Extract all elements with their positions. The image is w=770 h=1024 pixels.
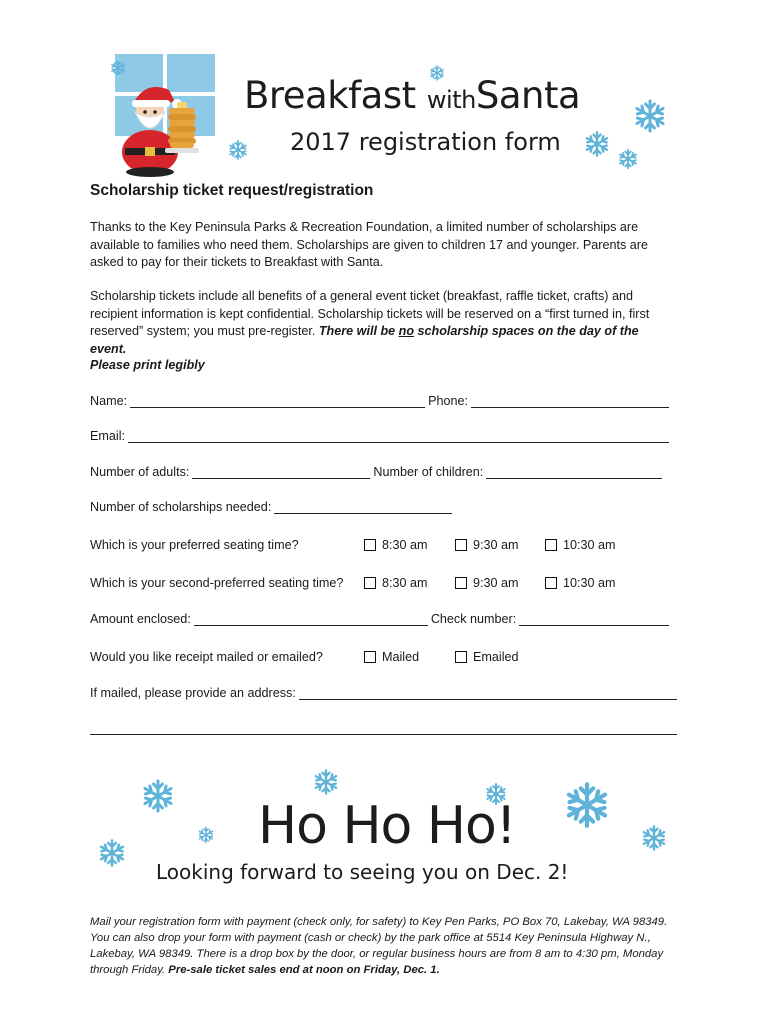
name-field[interactable]: [130, 393, 425, 408]
counts-row: [90, 464, 665, 479]
option-label: 9:30 am: [473, 538, 519, 552]
option-label: 10:30 am: [563, 576, 616, 590]
amount-row: [90, 611, 672, 626]
option-label: 9:30 am: [473, 576, 519, 590]
snowflake-icon: [312, 768, 340, 796]
print-note: Please print legibly: [90, 358, 205, 372]
amount-label: Amount enclosed:: [90, 612, 191, 626]
checkbox[interactable]: [455, 651, 467, 663]
checkbox[interactable]: [545, 577, 557, 589]
scholarships-label: Number of scholarships needed:: [90, 500, 272, 514]
check-field[interactable]: [519, 611, 669, 626]
option-label: Mailed: [382, 650, 420, 664]
option-label: 8:30 am: [382, 576, 428, 590]
title-santa: Santa: [475, 74, 581, 117]
snowflake-icon: [228, 140, 248, 160]
snowflake-icon: [640, 824, 668, 852]
intro-paragraph: Thanks to the Key Peninsula Parks & Recreation Foundation, a limited number of scholarships are available to families who need them. Scholarships are given to children 17 and younger. Parents are asked to pay for their tickets to Breakfast with Santa.: [90, 220, 648, 269]
seating2-option-830[interactable]: [364, 576, 428, 590]
snowflake-icon: [583, 130, 611, 158]
checkbox[interactable]: [545, 539, 557, 551]
policy-emphasis-no: no: [398, 324, 415, 338]
checkbox[interactable]: [455, 539, 467, 551]
address-field-line2[interactable]: [90, 734, 677, 735]
seating1-option-1030[interactable]: [545, 538, 616, 552]
amount-field[interactable]: [194, 611, 428, 626]
check-label: Check number:: [430, 612, 517, 626]
phone-label: Phone:: [428, 394, 469, 408]
name-label: Name:: [90, 394, 128, 408]
receipt-label: Would you like receipt mailed or emailed?: [90, 650, 323, 664]
snowflake-icon: [140, 778, 176, 814]
scholarships-field[interactable]: [274, 499, 452, 514]
section-heading: Scholarship ticket request/registration: [90, 182, 374, 199]
phone-field[interactable]: [471, 393, 669, 408]
ho-ho-ho-heading: Ho Ho Ho!: [258, 796, 516, 856]
seating1-option-930[interactable]: [455, 538, 519, 552]
adults-field[interactable]: [192, 464, 370, 479]
seating2-option-930[interactable]: [455, 576, 519, 590]
checkbox[interactable]: [364, 539, 376, 551]
snowflake-icon: [197, 826, 215, 844]
receipt-option-emailed[interactable]: [455, 650, 519, 664]
email-label: Email:: [90, 429, 125, 443]
address-label: If mailed, please provide an address:: [90, 686, 296, 700]
policy-emphasis-a: There will be: [318, 324, 399, 338]
snowflake-icon: [108, 58, 128, 78]
policy-emphasis-b: scholarship spaces on the day of the event.: [90, 324, 639, 356]
checkbox[interactable]: [455, 577, 467, 589]
address-row: [90, 685, 680, 700]
scholarships-row: [90, 499, 455, 514]
children-label: Number of children:: [373, 465, 484, 479]
option-label: Emailed: [473, 650, 519, 664]
seating1-option-830[interactable]: [364, 538, 428, 552]
email-field[interactable]: [128, 428, 669, 443]
seating2-option-1030[interactable]: [545, 576, 616, 590]
receipt-option-mailed[interactable]: [364, 650, 419, 664]
option-label: 8:30 am: [382, 538, 428, 552]
policy-paragraph: [90, 288, 672, 358]
mailing-text: Mail your registration form with payment (check only, for safety) to Key Pen Parks, PO Box 70, Lakebay, WA 98349. You can also drop your form with payment (cash or check) by the park office at 5514 Key Peninsula Highway N., Lakebay, WA 98349. There is a drop box by the door, or regular business hours are from 8 am to 4:30 pm, Monday through Friday.: [90, 916, 668, 976]
adults-label: Number of adults:: [90, 465, 190, 479]
snowflake-icon: [632, 98, 668, 134]
children-field[interactable]: [486, 464, 662, 479]
page-subtitle: 2017 registration form: [290, 128, 561, 156]
looking-forward-text: Looking forward to seeing you on Dec. 2!: [156, 860, 569, 884]
checkbox[interactable]: [364, 577, 376, 589]
mailing-instructions: [90, 914, 678, 978]
checkbox[interactable]: [364, 651, 376, 663]
seating1-label: Which is your preferred seating time?: [90, 538, 299, 552]
snowflake-icon: [97, 838, 127, 868]
option-label: 10:30 am: [563, 538, 616, 552]
email-row: [90, 428, 672, 443]
presale-deadline: Pre-sale ticket sales end at noon on Friday, Dec. 1.: [168, 964, 440, 976]
snowflake-icon: [617, 148, 639, 170]
policy-text: Scholarship tickets include all benefits of a general event ticket (breakfast, raffle ticket, crafts) and recipient information is kept confidential. Scholarship tickets will be reserved on a “first turned in, first reserved” system; you must pre-register.: [90, 289, 650, 338]
title-with: with: [426, 86, 476, 114]
address-field[interactable]: [299, 685, 677, 700]
name-row: [90, 393, 672, 408]
page-title: [244, 74, 580, 117]
snowflake-icon: [562, 780, 612, 830]
title-breakfast: Breakfast: [244, 74, 416, 117]
seating2-label: Which is your second-preferred seating time?: [90, 576, 344, 590]
